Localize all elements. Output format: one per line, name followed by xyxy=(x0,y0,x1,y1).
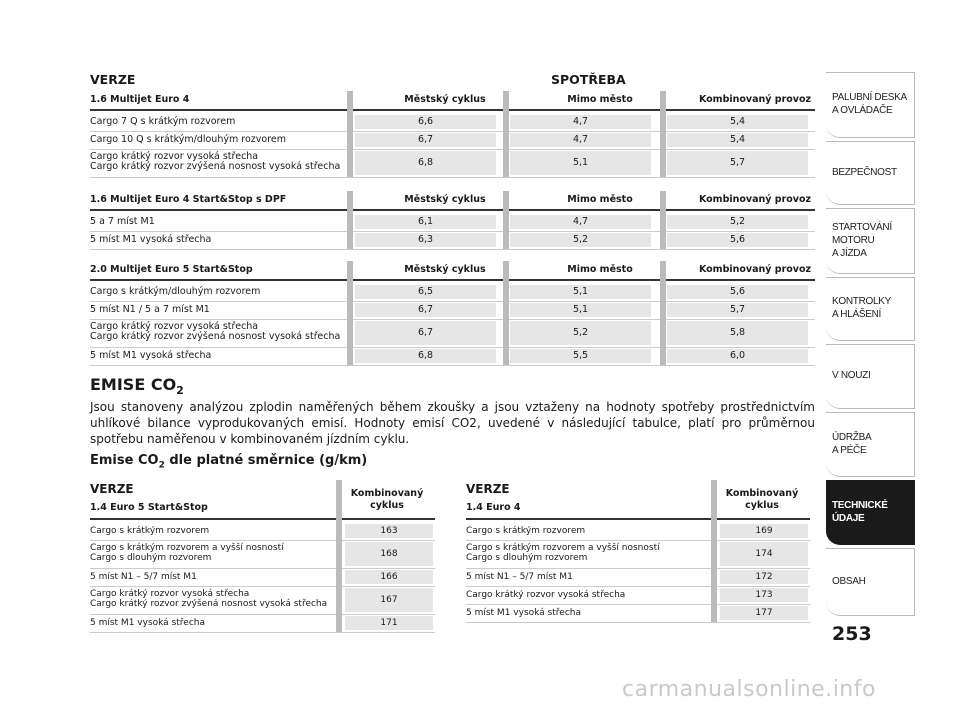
value-cell: 5,7 xyxy=(667,303,808,317)
column-header: Městský cyklus xyxy=(404,194,486,205)
emission-version-label: VERZE xyxy=(90,482,134,496)
value-cell: 5,2 xyxy=(510,321,651,345)
column-header: Kombinovaný provoz xyxy=(698,94,812,105)
row-label: Cargo s krátkým/dlouhým rozvorem xyxy=(90,286,261,297)
row-label: Cargo 7 Q s krátkým rozvorem xyxy=(90,116,236,127)
emission-column-header: Kombinovaný cyklus xyxy=(350,488,424,511)
column-header: Kombinovaný provoz xyxy=(698,264,812,275)
column-header: Kombinovaný provoz xyxy=(698,194,812,205)
sidebar-tab[interactable] xyxy=(826,548,915,616)
page-number: 253 xyxy=(832,623,872,645)
column-separator xyxy=(503,91,509,177)
value-cell: 169 xyxy=(720,524,808,538)
column-separator xyxy=(503,261,509,365)
value-cell: 6,7 xyxy=(355,303,496,317)
emission-version-label: VERZE xyxy=(466,482,510,496)
section-header xyxy=(90,91,815,111)
row-label: 5 míst M1 vysoká střecha xyxy=(466,608,581,618)
table-row xyxy=(466,522,810,541)
sidebar-tab-label: STARTOVÁNÍ MOTORU A JÍZDA xyxy=(832,221,892,259)
row-label: Cargo krátký rozvor vysoká střecha Cargo krátký rozvor zvýšená nosnost vysoká střecha xyxy=(90,589,328,609)
table-row xyxy=(90,522,435,541)
row-label: Cargo s krátkým rozvorem xyxy=(90,526,210,536)
value-cell: 172 xyxy=(720,570,808,584)
value-cell: 5,1 xyxy=(510,151,651,175)
value-cell: 6,6 xyxy=(355,115,496,129)
table-row xyxy=(466,604,810,623)
sidebar-tab[interactable] xyxy=(826,480,915,545)
sidebar-tab-label: PALUBNÍ DESKA A OVLÁDAČE xyxy=(832,92,907,116)
value-cell: 5,4 xyxy=(667,133,808,147)
sidebar-tab-label: KONTROLKY A HLÁŠENÍ xyxy=(832,296,891,320)
sidebar-tab-label: OBSAH xyxy=(832,575,866,587)
table-row xyxy=(466,568,810,587)
watermark: carmanualsonline.info xyxy=(622,677,876,702)
sidebar-tab-label: V NOUZI xyxy=(832,370,871,381)
table-row xyxy=(90,301,815,320)
value-cell: 5,8 xyxy=(667,321,808,345)
value-cell: 4,7 xyxy=(510,215,651,229)
table-row xyxy=(90,131,815,150)
row-label: 5 míst M1 vysoká střecha xyxy=(90,234,212,245)
row-label: 5 míst M1 vysoká střecha xyxy=(90,618,205,628)
section-engine: 1.6 Multijet Euro 4 xyxy=(90,94,190,105)
column-separator xyxy=(347,91,353,177)
section-header xyxy=(90,261,815,281)
value-cell: 5,5 xyxy=(510,349,651,363)
value-cell: 4,7 xyxy=(510,115,651,129)
table-row xyxy=(90,149,815,178)
row-label: 5 míst M1 vysoká střecha xyxy=(90,350,212,361)
emission-table-right xyxy=(466,480,810,630)
table-row xyxy=(466,586,810,605)
table-row xyxy=(90,586,435,615)
value-cell: 6,8 xyxy=(355,151,496,175)
table-row xyxy=(90,319,815,348)
header-rule xyxy=(466,518,810,520)
sidebar-tab-label: ÚDRŽBA A PÉČE xyxy=(832,431,872,456)
column-header: Městský cyklus xyxy=(404,264,486,275)
sidebar-tab-label: BEZPEČNOST xyxy=(832,166,897,178)
table-row xyxy=(90,347,815,366)
sidebar-tab-label: TECHNICKÉ ÚDAJE xyxy=(832,499,888,524)
row-label: Cargo s krátkým rozvorem a vyšší nosností Cargo s dlouhým rozvorem xyxy=(90,543,284,563)
value-cell: 5,1 xyxy=(510,303,651,317)
table-row xyxy=(90,213,815,232)
table-row xyxy=(90,568,435,587)
value-cell: 167 xyxy=(345,588,433,612)
emission-table-left xyxy=(90,480,435,640)
column-header: Mimo město xyxy=(567,94,633,105)
value-cell: 6,7 xyxy=(355,321,496,345)
table-row xyxy=(90,283,815,302)
row-label: Cargo krátký rozvor vysoká střecha Cargo krátký rozvor zvýšená nosnost vysoká střecha xyxy=(90,321,341,342)
section-engine: 2.0 Multijet Euro 5 Start&Stop xyxy=(90,264,253,275)
emissions-paragraph: Jsou stanoveny analýzou zplodin naměřených během zkoušky a jsou vztaženy na hodnoty spotřeby prostřednictvím uhlíkové bilance vyprodukovaných emisí. Hodnoty emisí CO2, uvedené v následující tabulce, platí pro průměrnou spotřebu naměřenou v kombinovaném jízdním cyklu. xyxy=(90,400,815,446)
value-cell: 6,5 xyxy=(355,285,496,299)
header-rule xyxy=(90,518,435,520)
sidebar-tab[interactable] xyxy=(826,344,915,409)
row-label: 5 míst N1 – 5/7 míst M1 xyxy=(90,572,197,582)
row-label: 5 míst N1 / 5 a 7 míst M1 xyxy=(90,304,210,315)
table-row xyxy=(90,614,435,633)
value-cell: 6,7 xyxy=(355,133,496,147)
value-cell: 5,2 xyxy=(510,233,651,247)
consumption-header: SPOTŘEBA xyxy=(551,72,626,87)
row-label: Cargo krátký rozvor vysoká střecha Cargo krátký rozvor zvýšená nosnost vysoká střecha xyxy=(90,151,341,172)
value-cell: 6,8 xyxy=(355,349,496,363)
value-cell: 5,1 xyxy=(510,285,651,299)
row-label: Cargo s krátkým rozvorem xyxy=(466,526,586,536)
row-label: Cargo krátký rozvor vysoká střecha xyxy=(466,590,626,600)
value-cell: 5,6 xyxy=(667,233,808,247)
emission-engine-label: 1.4 Euro 5 Start&Stop xyxy=(90,502,208,513)
emissions-subtitle: Emise $CO_2$ dle platné směrnice (g/km) xyxy=(90,453,368,471)
value-cell: 171 xyxy=(345,616,433,630)
row-label: Cargo 10 Q s krátkým/dlouhým rozvorem xyxy=(90,134,286,145)
emission-engine-label: 1.4 Euro 4 xyxy=(466,502,521,513)
value-cell: 6,3 xyxy=(355,233,496,247)
sidebar-tab[interactable] xyxy=(826,72,915,138)
column-separator xyxy=(660,191,666,249)
column-separator xyxy=(336,480,342,632)
column-separator xyxy=(660,261,666,365)
value-cell: 5,6 xyxy=(667,285,808,299)
value-cell: 168 xyxy=(345,542,433,566)
table-row xyxy=(466,540,810,569)
value-cell: 6,1 xyxy=(355,215,496,229)
value-cell: 166 xyxy=(345,570,433,584)
value-cell: 177 xyxy=(720,606,808,620)
sidebar-tab[interactable] xyxy=(826,277,915,341)
sidebar-tab[interactable] xyxy=(826,141,915,205)
value-cell: 173 xyxy=(720,588,808,602)
value-cell: 163 xyxy=(345,524,433,538)
column-separator xyxy=(503,191,509,249)
section-header xyxy=(90,191,815,211)
section-engine: 1.6 Multijet Euro 4 Start&Stop s DPF xyxy=(90,194,287,205)
row-label: 5 a 7 míst M1 xyxy=(90,216,155,227)
value-cell: 6,0 xyxy=(667,349,808,363)
row-label: Cargo s krátkým rozvorem a vyšší nosností Cargo s dlouhým rozvorem xyxy=(466,543,660,563)
table-row xyxy=(90,540,435,569)
value-cell: 4,7 xyxy=(510,133,651,147)
version-header: VERZE xyxy=(90,72,136,87)
value-cell: 174 xyxy=(720,542,808,566)
column-separator xyxy=(347,191,353,249)
row-label: 5 míst N1 – 5/7 míst M1 xyxy=(466,572,573,582)
sidebar-tab[interactable] xyxy=(826,412,915,477)
table-row xyxy=(90,113,815,132)
column-separator xyxy=(347,261,353,365)
value-cell: 5,7 xyxy=(667,151,808,175)
value-cell: 5,4 xyxy=(667,115,808,129)
value-cell: 5,2 xyxy=(667,215,808,229)
column-header: Městský cyklus xyxy=(404,94,486,105)
column-header: Mimo město xyxy=(567,194,633,205)
table-row xyxy=(90,231,815,250)
sidebar-tab[interactable] xyxy=(826,208,915,274)
column-separator xyxy=(660,91,666,177)
emission-column-header: Kombinovaný cyklus xyxy=(725,488,799,511)
column-separator xyxy=(711,480,717,622)
column-header: Mimo město xyxy=(567,264,633,275)
emissions-title: EMISE $CO_2$ xyxy=(90,375,184,398)
